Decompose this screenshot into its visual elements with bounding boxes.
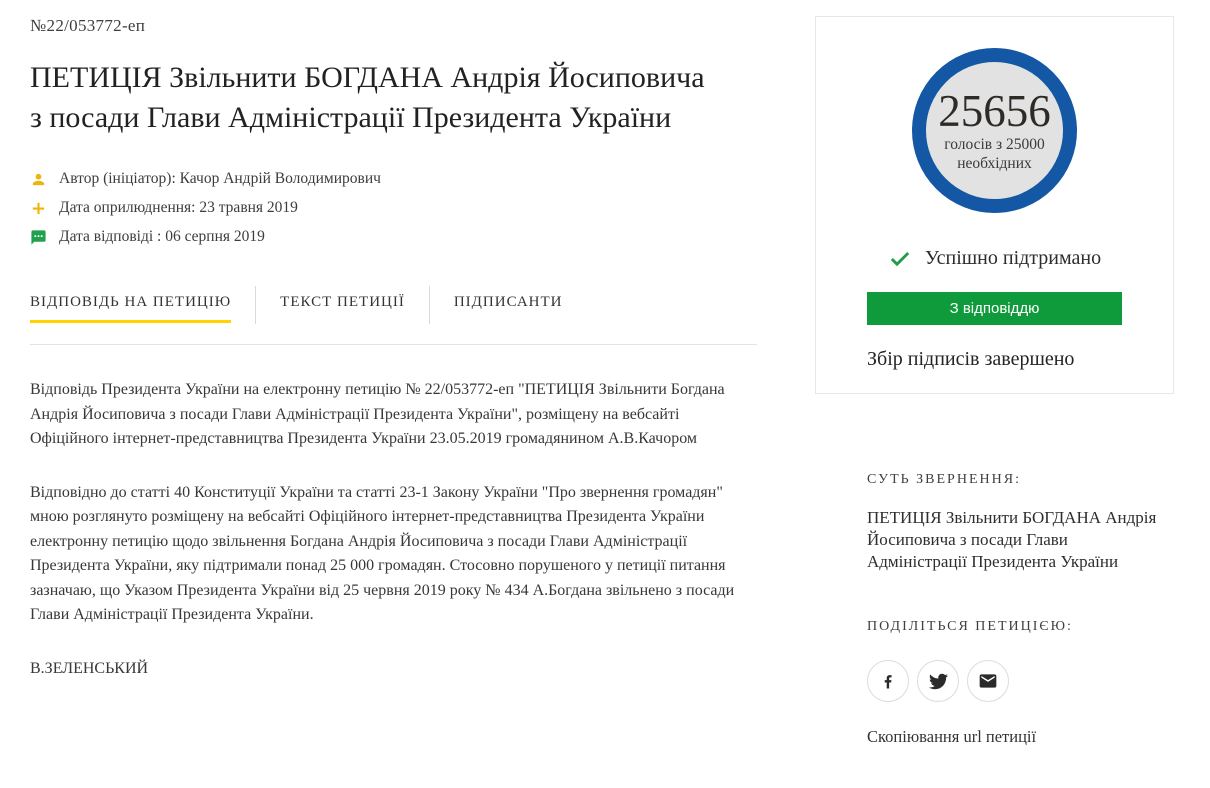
sidebar-body [867, 472, 1172, 747]
tab-signatories[interactable]: ПІДПИСАНТИ [453, 293, 563, 310]
response-date-label: Дата відповіді : 06 серпня 2019 [59, 228, 265, 245]
votes-count: 25656 [938, 85, 1051, 136]
twitter-share-button[interactable] [917, 660, 959, 702]
votes-caption: голосів з 25000 необхідних [944, 135, 1045, 172]
facebook-icon [879, 672, 897, 690]
publish-date-row [30, 199, 785, 217]
essence-heading: СУТЬ ЗВЕРНЕННЯ: [867, 472, 1021, 487]
status-row [867, 246, 1122, 270]
essence-text: ПЕТИЦІЯ Звільнити БОГДАНА Андрія Йосиповича з посади Глави Адміністрації Президента України [867, 508, 1157, 571]
publish-date-label: Дата оприлюднення: 23 травня 2019 [59, 199, 298, 216]
votes-circle [912, 48, 1077, 213]
copy-url-link[interactable]: Скопіювання url петиції [867, 727, 1037, 746]
user-icon [30, 171, 47, 188]
tab-separator [255, 286, 256, 324]
check-icon [888, 246, 912, 270]
petition-title: ПЕТИЦІЯ Звільнити БОГДАНА Андрія Йосиповича з посади Глави Адміністрації Президента України [30, 61, 705, 134]
email-share-button[interactable] [967, 660, 1009, 702]
share-heading: ПОДІЛІТЬСЯ ПЕТИЦІЄЮ: [867, 619, 1073, 634]
response-date-row [30, 228, 785, 246]
tab-petition-text[interactable]: ТЕКСТ ПЕТИЦІЇ [280, 293, 405, 310]
share-row [867, 660, 1172, 702]
author-row [30, 170, 785, 188]
tab-response[interactable]: ВІДПОВІДЬ НА ПЕТИЦІЮ [30, 294, 231, 323]
tabs [30, 292, 785, 324]
petition-number: №22/053772-еп [30, 16, 146, 35]
sidebar [815, 0, 1210, 788]
with-response-button[interactable]: З відповіддю [867, 292, 1122, 325]
plus-icon [30, 200, 47, 217]
petition-meta [30, 170, 785, 246]
twitter-icon [929, 672, 948, 691]
status-label: Успішно підтримано [924, 246, 1102, 269]
response-paragraph-1: Відповідь Президента України на електронну петицію № 22/053772-еп "ПЕТИЦІЯ Звільнити Богдана Андрія Йосиповича з посади Глави Адміністрації Президента України", розміщену на вебсайті Офіційного інтернет-представництва Президента України 23.05.2019 громадянином А.В.Качором [30, 381, 725, 447]
response-article [30, 378, 760, 681]
author-label: Автор (ініціатор): Качор Андрій Володимирович [59, 170, 381, 187]
comment-icon [30, 229, 47, 246]
response-signature: В.ЗЕЛЕНСЬКИЙ [30, 659, 149, 677]
tab-separator [429, 286, 430, 324]
content-divider [30, 344, 757, 345]
facebook-share-button[interactable] [867, 660, 909, 702]
collection-status: Збір підписів завершено [867, 348, 1075, 370]
email-icon [978, 671, 998, 691]
response-paragraph-2: Відповідно до статті 40 Конституції України та статті 23-1 Закону України "Про звернення громадян" мною розглянуто розміщену на вебсайті Офіційного інтернет-представництва Президента України електронну петицію щодо звільнення Богдана Андрія Йосиповича з посади Глави Адміністрації Президента України, яку підтримали понад 25 000 громадян. Стосовно порушеного у петиції питання зазначаю, що Указом Президента України від 25 червня 2019 року № 434 А.Богдана звільнено з посади Глави Адміністрації Президента України. [30, 483, 735, 623]
votes-card [815, 16, 1174, 394]
